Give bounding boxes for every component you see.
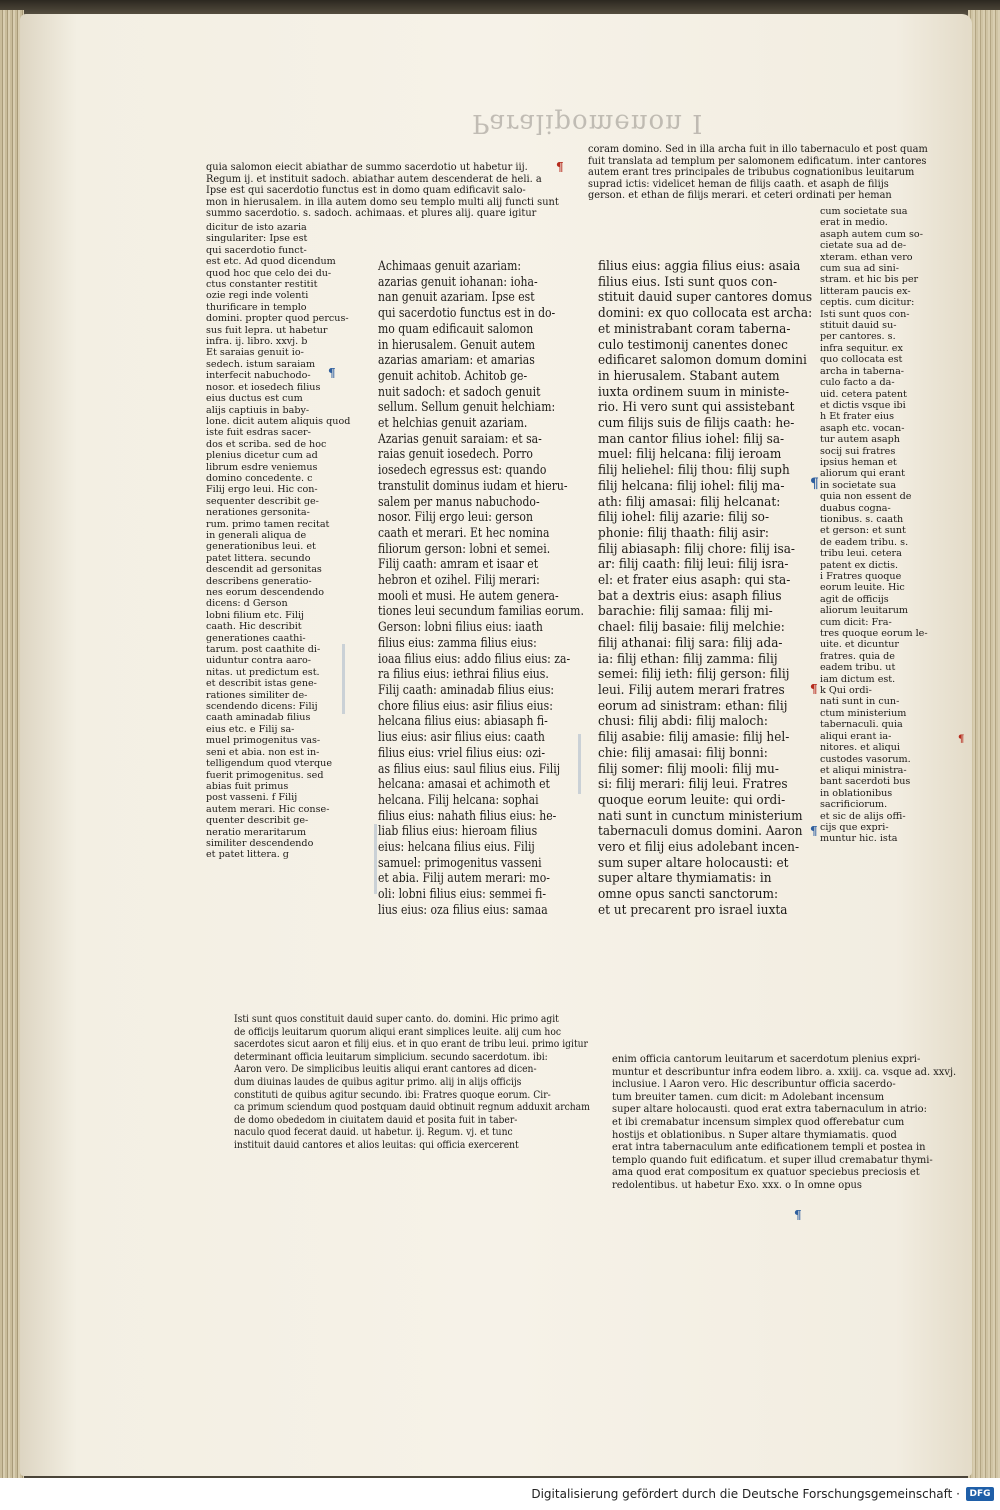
text-line: tur autem asaph <box>820 434 900 446</box>
text-line: qui sacerdotio funct- <box>206 244 307 256</box>
text-line: quod hoc que celo dei du- <box>206 267 332 279</box>
text-line: in societate sua <box>820 479 897 491</box>
text-line: agit de officijs <box>820 593 889 605</box>
gloss-left-column <box>206 222 350 861</box>
text-line: Azarias genuit saraiam: et sa- <box>378 430 542 446</box>
text-line: in hierusalem. Stabant autem <box>598 367 780 383</box>
text-line: caath et merari. Et hec nomina <box>378 524 550 540</box>
text-line: sequenter describit ge- <box>206 495 319 507</box>
text-line: in oblationibus <box>820 787 893 799</box>
main-text-column-1 <box>378 258 584 918</box>
text-line: muntur et describuntur infra eodem libro. a. xxiij. ca. vsque ad. xxvj. <box>612 1066 957 1078</box>
text-line: oli: lobni filius eius: semmei fi- <box>378 886 547 902</box>
text-line: et ministrabant coram taberna- <box>598 320 791 336</box>
text-line: filij asabie: filij amasie: filij hel- <box>598 729 790 745</box>
text-line: templo quando fuit edificatum. et super illud cremabatur thymi- <box>612 1154 933 1166</box>
text-line: scendendo dicens: Filij <box>206 701 318 713</box>
text-line: leui. Filij autem merari fratres <box>598 681 785 697</box>
text-line: et aliqui ministra- <box>820 764 907 776</box>
text-line: nan genuit azariam. Ipse est <box>378 289 535 305</box>
text-line: domini: ex quo collocata est archa: <box>598 305 813 321</box>
text-line: Filij caath: aminadab filius eius: <box>378 681 555 697</box>
text-line: culo testimonij canentes donec <box>598 336 788 352</box>
text-line: nati sunt in cun- <box>820 696 900 708</box>
text-line: ctum ministerium <box>820 707 907 719</box>
text-line: Aaron vero. De simplicibus leuitis aliqui erant cantores ad dicen- <box>234 1064 537 1076</box>
text-line: filij athanai: filij sara: filij ada- <box>598 634 783 650</box>
text-line: quo collocata est <box>820 354 903 366</box>
text-line: naculo quod fecerat dauid. ut habetur. ij. Regum. vj. et tunc <box>234 1127 513 1139</box>
text-line: barachie: filij samaa: filij mi- <box>598 603 773 619</box>
text-line: nosor. et iosedech filius <box>206 381 321 393</box>
rubric-paragraph-mark: ¶ <box>556 160 564 174</box>
text-line: dos et scriba. sed de hoc <box>206 438 327 450</box>
text-line: as filius eius: saul filius eius. Filij <box>378 760 561 776</box>
text-line: filij somer: filij mooli: filij mu- <box>598 760 779 776</box>
text-line: aliorum qui erant <box>820 468 905 480</box>
text-line: filius eius: vriel filius eius: ozi- <box>378 744 546 760</box>
text-line: qui sacerdotio functus est in do- <box>378 305 556 321</box>
text-line: abias fuit primus <box>206 780 289 792</box>
footer-credit: Digitalisierung gefördert durch die Deutsche Forschungsgemeinschaft · <box>531 1487 960 1501</box>
text-line: raias genuit iosedech. Porro <box>378 446 533 462</box>
text-line: transtulit dominus iudam et hieru- <box>378 477 568 493</box>
text-line: domini. propter quod percus- <box>206 313 349 325</box>
text-line: phonie: filij thaath: filij asir: <box>598 524 770 540</box>
text-line: aliorum leuitarum <box>820 605 908 617</box>
text-line: nati sunt in cunctum ministerium <box>598 807 803 823</box>
gloss-top-right <box>588 144 928 202</box>
text-line: neratio meraritarum <box>206 826 307 838</box>
text-line: summo sacerdotio. s. sadoch. achimaas. et plures alij. quare igitur <box>206 208 537 220</box>
text-line: bat a dextris eius: asaph filius <box>598 587 782 603</box>
text-line: stituit dauid su- <box>820 320 897 332</box>
text-line: et ibi cremabatur incensum simplex quod offerebatur cum <box>612 1116 905 1128</box>
text-line: caath aminadab filius <box>206 712 311 724</box>
text-line: filij abiasaph: filij chore: filij isa- <box>598 540 796 556</box>
text-line: enim officia cantorum leuitarum et sacerdotum plenius expri- <box>612 1054 921 1065</box>
text-line: eius etc. e Filij sa- <box>206 723 295 735</box>
text-line: mooli et musi. He autem genera- <box>378 587 559 603</box>
text-line: eorum ad sinistram: ethan: filij <box>598 697 788 713</box>
text-line: i Fratres quoque <box>820 571 902 582</box>
text-line: iosedech egressus est: quando <box>378 462 547 478</box>
text-line: librum esdre veniemus <box>206 461 318 473</box>
text-line: cum dicit: Fra- <box>820 616 892 628</box>
text-line: quia salomon eiecit abiathar de summo sacerdotio ut habetur iij. <box>206 162 528 173</box>
text-line: eorum leuite. Hic <box>820 582 905 594</box>
text-line: ipsius heman et <box>820 456 897 468</box>
text-line: ath: filij amasai: filij helcanat: <box>598 493 781 509</box>
text-line: plenius dicetur cum ad <box>206 450 318 462</box>
text-line: omne opus sancti sanctorum: <box>598 886 779 902</box>
text-line: suprad ictis: videlicet heman de filijs caath. et asaph de filijs <box>588 178 889 190</box>
text-line: socij sui fratres <box>820 445 896 457</box>
text-line: fuerit primogenitus. sed <box>206 769 324 781</box>
text-line: muel: filij helcana: filij ieroam <box>598 446 782 462</box>
text-line: culo facto a da- <box>820 377 895 389</box>
text-line: nes eorum descendendo <box>206 587 325 598</box>
text-line: lobni filium etc. Filij <box>206 609 304 621</box>
text-line: litteram paucis ex- <box>820 285 911 297</box>
text-line: generationibus leui. et <box>206 541 316 553</box>
text-line: xteram. ethan vero <box>820 251 913 263</box>
text-line: genuit achitob. Achitob ge- <box>378 367 528 383</box>
rubric-paragraph-mark: ¶ <box>810 682 818 696</box>
text-line: salem per manus nabuchodo- <box>378 493 540 509</box>
text-line: Filij ergo leui. Hic con- <box>206 484 318 496</box>
text-line: uite. et dicuntur <box>820 639 900 651</box>
text-line: patent ex dictis. <box>820 559 899 571</box>
text-line: nosor. Filij ergo leui: gerson <box>378 509 533 525</box>
text-line: nitores. et aliqui <box>820 742 900 754</box>
text-line: semei: filij ieth: filij gerson: filij <box>598 666 790 682</box>
dfg-logo: DFG <box>966 1487 994 1501</box>
text-line: aliqui erant ia- <box>820 730 892 742</box>
text-line: et gerson: et sunt <box>820 525 906 537</box>
text-line: sedech. istum saraiam <box>206 358 316 370</box>
text-line: in generali aliqua de <box>206 529 307 541</box>
text-line: asaph etc. vocan- <box>820 422 905 434</box>
text-line: singulariter: Ipse est <box>206 233 308 245</box>
text-line: filius eius: zamma filius eius: <box>378 634 537 650</box>
text-line: edificaret salomon domum domini <box>598 352 807 368</box>
text-line: telligendum quod vterque <box>206 758 333 770</box>
text-line: cietate sua ad de- <box>820 240 907 252</box>
text-line: chie: filij amasai: filij bonni: <box>598 744 768 760</box>
text-line: ia: filij ethan: filij zamma: filij <box>598 650 778 666</box>
text-line: Isti sunt quos con- <box>820 308 910 320</box>
text-line: azarias genuit iohanan: ioha- <box>378 273 538 289</box>
running-head: Paralipomenon I <box>472 108 704 138</box>
text-line: est etc. Ad quod dicendum <box>206 256 336 268</box>
text-line: descendit ad gersonitas <box>206 564 322 576</box>
rubric-paragraph-mark: ¶ <box>794 1208 802 1222</box>
text-line: dicitur de isto azaria <box>206 222 307 233</box>
text-line: rio. Hi vero sunt qui assistebant <box>598 399 795 415</box>
footer-bar <box>0 1478 1000 1510</box>
text-line: erat intra tabernaculum ante edificationem templi et postea in <box>612 1142 926 1154</box>
text-line: sellum. Sellum genuit helchiam: <box>378 399 556 415</box>
text-line: per cantores. s. <box>820 331 896 343</box>
text-line: man cantor filius iohel: filij sa- <box>598 430 785 446</box>
text-line: Isti sunt quos constituit dauid super canto. do. domini. Hic primo agit <box>234 1014 559 1025</box>
text-line: lius eius: asir filius eius: caath <box>378 729 545 745</box>
text-line: ama quod erat compositum ex quatuor speciebus preciosis et <box>612 1167 920 1179</box>
text-line: rum. primo tamen recitat <box>206 518 330 530</box>
book-page <box>20 14 972 1476</box>
text-line: sacrificiorum. <box>820 799 888 811</box>
text-line: tum breuiter tamen. cum dicit: m Adolebant incensum <box>612 1091 885 1103</box>
text-line: ca primum sciendum quod postquam dauid obtinuit regnum adduxit archam <box>234 1102 590 1114</box>
text-line: caath. Hic describit <box>206 621 302 633</box>
text-line: ozie regi inde volenti <box>206 290 309 302</box>
text-line: tres quoque eorum le- <box>820 628 928 640</box>
text-line: quenter describit ge- <box>206 815 309 827</box>
text-line: dicens: d Gerson <box>206 598 288 610</box>
text-line: interfecit nabuchodo- <box>206 370 311 382</box>
text-line: et describit istas gene- <box>206 678 317 690</box>
text-line: stram. et hic bis per <box>820 274 919 286</box>
text-line: ra filius eius: iethrai filius eius. <box>378 666 549 682</box>
text-line: redolentibus. ut habetur Exo. xxx. o In omne opus <box>612 1179 862 1191</box>
rubric-paragraph-mark: ¶ <box>810 824 818 838</box>
text-line: mo quam edificauit salomon <box>378 320 534 336</box>
show-through-mark <box>374 824 377 894</box>
text-line: instituit dauid cantores et alios leuitas: qui officia exercerent <box>234 1139 519 1151</box>
text-line: stituit dauid super cantores domus <box>598 289 813 305</box>
text-line: chael: filij basaie: filij melchie: <box>598 619 785 635</box>
text-line: eius ductus est cum <box>206 393 303 405</box>
text-line: in hierusalem. Genuit autem <box>378 336 536 352</box>
text-line: tabernaculi domus domini. Aaron <box>598 823 803 839</box>
text-line: autem erant tres principales de tribubus cognationibus leuitarum <box>588 167 915 179</box>
text-line: sacerdotes sicut aaron et filij eius. et in quo erant de tribu leui. primo igitur <box>234 1039 588 1051</box>
book-edge-right <box>968 10 1000 1480</box>
text-line: nerationes gersonita- <box>206 507 310 519</box>
text-line: tribu leui. cetera <box>820 548 902 560</box>
text-line: ioaa filius eius: addo filius eius: za- <box>378 650 571 666</box>
text-line: cum societate sua <box>820 206 908 217</box>
text-line: infra. ij. libro. xxvj. b <box>206 336 308 348</box>
text-line: fratres. quia de <box>820 650 895 662</box>
text-line: describens generatio- <box>206 575 312 587</box>
text-line: h Et frater eius <box>820 411 895 423</box>
text-line: filius eius: aggia filius eius: asaia <box>598 258 801 273</box>
text-line: muntur hic. ista <box>820 833 898 845</box>
text-line: cijs que expri- <box>820 821 889 833</box>
text-line: vero et filij eius adolebant incen- <box>598 839 800 855</box>
text-line: liab filius eius: hieroam filius <box>378 823 538 839</box>
text-line: eius: helcana filius eius. Filij <box>378 839 535 855</box>
text-line: ctus constanter restitit <box>206 279 318 291</box>
text-line: hostijs et oblationibus. n Super altare thymiamatis. quod <box>612 1129 897 1141</box>
text-line: k Qui ordi- <box>820 685 872 697</box>
text-line: nitas. ut predictum est. <box>206 666 320 678</box>
main-text-column-2 <box>598 258 812 918</box>
text-line: Achimaas genuit azariam: <box>378 258 522 273</box>
text-line: lone. dicit autem aliquis quod <box>206 415 351 427</box>
text-line: archa in taberna- <box>820 365 905 377</box>
text-line: seni et abia. non est in- <box>206 746 320 758</box>
text-line: sus fuit lepra. ut habetur <box>206 324 328 336</box>
text-line: et abia. Filij autem merari: mo- <box>378 870 550 886</box>
text-line: alijs captiuis in baby- <box>206 404 310 416</box>
text-line: de eadem tribu. s. <box>820 536 909 548</box>
text-line: patet littera. secundo <box>206 552 311 564</box>
text-line: uid. cetera patent <box>820 388 907 400</box>
text-line: iste fuit esdras sacer- <box>206 427 311 439</box>
text-line: chore filius eius: asir filius eius: <box>378 697 553 713</box>
text-line: eadem tribu. ut <box>820 662 896 674</box>
gloss-bottom-left <box>234 1014 590 1153</box>
text-line: quoque eorum leuite: qui ordi- <box>598 791 786 807</box>
text-line: et sic de alijs offi- <box>820 810 906 822</box>
rubric-paragraph-mark: ¶ <box>328 366 336 380</box>
text-line: filij helcana: filij iohel: filij ma- <box>598 477 785 493</box>
text-line: filius eius. Isti sunt quos con- <box>598 273 778 289</box>
text-line: cum sua ad sini- <box>820 263 899 275</box>
text-line: super altare thymiamatis: in <box>598 870 772 886</box>
text-line: generationes caathi- <box>206 632 306 644</box>
text-line: helcana filius eius: abiasaph fi- <box>378 713 548 729</box>
text-line: tiones leui secundum familias eorum. <box>378 603 584 619</box>
text-line: filij heliehel: filij thou: filij suph <box>598 462 790 478</box>
text-line: si: filij merari: filij leui. Fratres <box>598 776 788 792</box>
text-line: fuit translata ad templum per salomonem edificatum. inter cantores <box>588 155 927 167</box>
text-line: et helchias genuit azariam. <box>378 415 528 431</box>
text-line: et dictis vsque ibi <box>820 399 906 411</box>
text-line: tabernaculi. quia <box>820 719 903 731</box>
text-line: chusi: filij abdi: filij maloch: <box>598 713 768 729</box>
text-line: tarum. post caathite di- <box>206 644 321 656</box>
text-line: helcana. Filij helcana: sophai <box>378 791 539 807</box>
text-line: filij iohel: filij azarie: filij so- <box>598 509 770 525</box>
text-line: el: et frater eius asaph: qui sta- <box>598 572 791 588</box>
text-line: azarias amariam: et amarias <box>378 352 535 368</box>
text-line: infra sequitur. ex <box>820 342 903 354</box>
text-line: samuel: primogenitus vasseni <box>378 854 542 870</box>
text-line: sum super altare holocausti: et <box>598 854 789 870</box>
text-line: helcana: amasai et achimoth et <box>378 776 550 792</box>
text-line: cum filijs suis de filijs caath: he- <box>598 415 795 431</box>
text-line: ceptis. cum dicitur: <box>820 297 915 309</box>
text-line: gerson. et ethan de filijs merari. et ceteri ordinati per heman <box>588 190 892 202</box>
text-line: muel primogenitus vas- <box>206 735 321 747</box>
text-line: tionibus. s. caath <box>820 513 904 525</box>
text-line: de domo obededom in ciuitatem dauid et posita fuit in taber- <box>234 1114 518 1126</box>
text-line: coram domino. Sed in illa archa fuit in illo tabernaculo et post quam <box>588 144 928 155</box>
text-line: dum diuinas laudes de quibus agitur primo. alij in alijs officijs <box>234 1076 522 1088</box>
gloss-bottom-right <box>612 1054 956 1193</box>
text-line: Gerson: lobni filius eius: iaath <box>378 619 543 635</box>
text-line: erat in medio. <box>820 217 888 229</box>
text-line: rationes similiter de- <box>206 689 308 701</box>
text-line: asaph autem cum so- <box>820 228 923 240</box>
text-line: iuxta ordinem suum in ministe- <box>598 383 790 399</box>
text-line: thurificare in templo <box>206 301 307 313</box>
text-line: nuit sadoch: et sadoch genuit <box>378 383 541 399</box>
text-line: super altare holocausti. quod erat extra tabernaculum in atrio: <box>612 1104 927 1116</box>
text-line: filius eius: nahath filius eius: he- <box>378 807 557 823</box>
text-line: et ut precarent pro israel iuxta <box>598 901 788 917</box>
text-line: Et saraias genuit io- <box>206 347 304 359</box>
text-line: filiorum gerson: lobni et semei. <box>378 540 551 556</box>
text-line: post vasseni. f Filij <box>206 792 298 804</box>
text-line: uiduntur contra aaro- <box>206 655 311 667</box>
text-line: quia non essent de <box>820 491 912 503</box>
text-line: bant sacerdoti bus <box>820 776 911 788</box>
text-line: constituti de quibus agitur secundo. ibi: Fratres quoque eorum. Cir- <box>234 1089 551 1101</box>
text-line: Regum ij. et instituit sadoch. abiathar autem descenderat de heli. a <box>206 173 542 185</box>
text-line: ar: filij caath: filij leui: filij isra- <box>598 556 789 572</box>
text-line: duabus cogna- <box>820 502 891 514</box>
text-line: similiter descendendo <box>206 837 314 849</box>
gloss-right-column <box>820 206 928 845</box>
text-line: inclusiue. l Aaron vero. Hic describuntur officia sacerdo- <box>612 1079 896 1091</box>
rubric-margin-mark: ¶ <box>958 734 965 745</box>
text-line: Ipse est qui sacerdotio functus est in domo quam edificavit salo- <box>206 185 526 197</box>
text-line: autem merari. Hic conse- <box>206 803 330 815</box>
gloss-top-left <box>206 162 559 220</box>
text-line: iam dictum est. <box>820 673 896 685</box>
text-line: custodes vasorum. <box>820 753 911 765</box>
text-line: Filij caath: amram et isaar et <box>378 556 539 572</box>
text-line: et patet littera. g <box>206 849 289 861</box>
text-line: domino concedente. c <box>206 472 313 484</box>
text-line: de officijs leuitarum quorum aliqui erant simplices leuite. alij cum hoc <box>234 1026 562 1038</box>
text-line: determinant officia leuitarum simplicium. secundo sacerdotum. ibi: <box>234 1051 548 1063</box>
text-line: lius eius: oza filius eius: samaa <box>378 901 548 917</box>
text-line: hebron et ozihel. Filij merari: <box>378 572 540 588</box>
text-line: mon in hierusalem. in illa autem domo seu templo multi alij functi sunt <box>206 196 559 208</box>
rubric-paragraph-mark: ¶ <box>810 476 819 492</box>
